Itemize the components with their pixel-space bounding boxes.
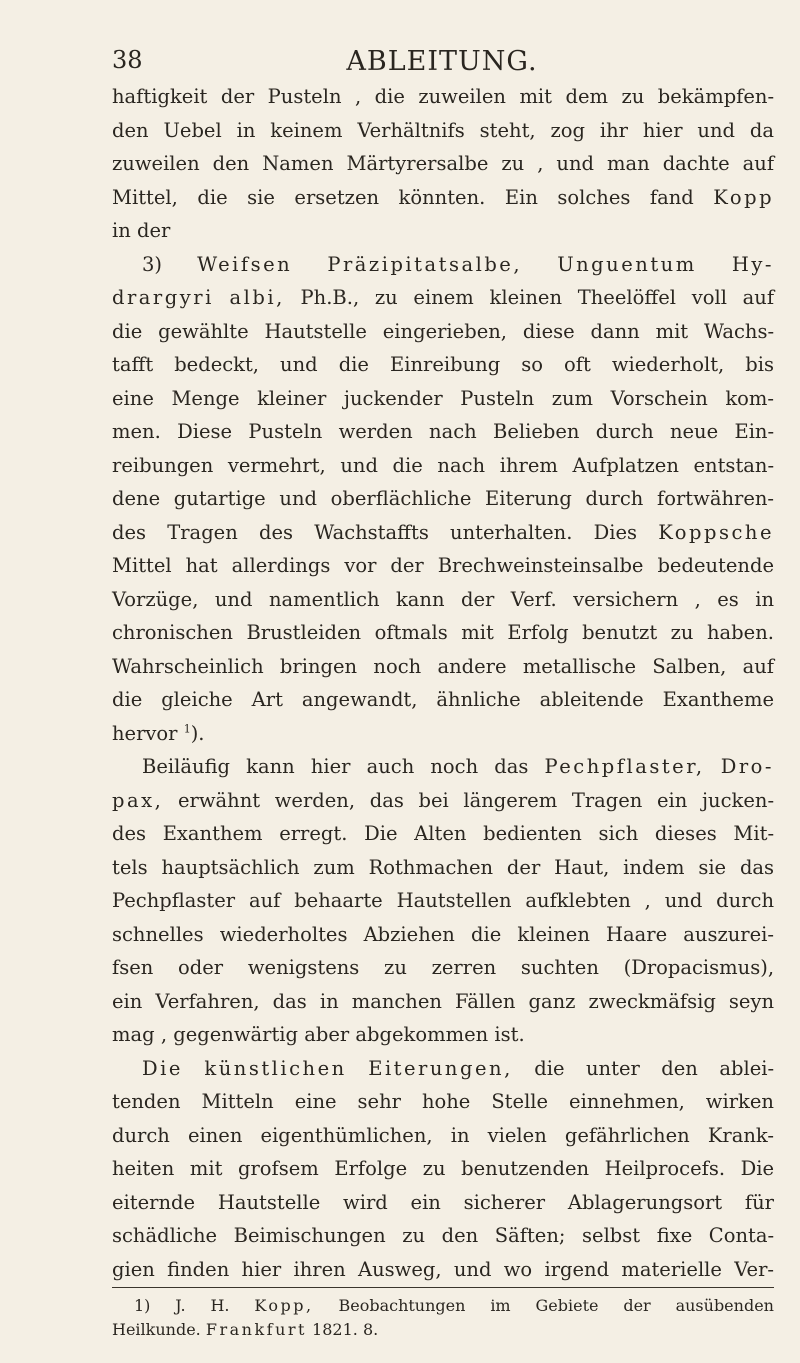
spaced-emphasis: Präzipitatsalbe, (327, 252, 523, 276)
spaced-emphasis: Kopp (713, 185, 775, 209)
spaced-emphasis: drargyri (112, 286, 214, 309)
footnote-marker: 1 (183, 722, 191, 735)
spaced-emphasis: Unguentum (557, 252, 697, 276)
spaced-emphasis: albi, (229, 286, 285, 309)
body-line: pax, erwähnt werden, das bei längerem Tragen ein jucken- (112, 788, 775, 812)
body-line: Pechpflaster auf behaarte Hautstellen aufklebten , und durch (112, 889, 774, 912)
spaced-emphasis: pax, (112, 788, 164, 812)
body-line: Vorzüge, und namentlich kann der Verf. versichern , es in (112, 587, 775, 611)
page-number: 38 (112, 46, 143, 74)
footnote-rule (112, 1287, 774, 1288)
body-line: reibungen vermehrt, und die nach ihrem Aufplatzen entstan- (112, 453, 775, 477)
body-line: in der (112, 219, 171, 242)
body-line: durch einen eigenthümlichen, in vielen gefährlichen Krank- (112, 1123, 774, 1147)
spaced-emphasis: Pechpflaster, (544, 755, 705, 778)
body-line: fsen oder wenigstens zu zerren suchten (Dropacismus), (112, 956, 775, 979)
body-line: die gewählte Hautstelle eingerieben, diese dann mit Wachs- (112, 319, 775, 343)
spaced-emphasis: Hy- (731, 252, 774, 276)
spaced-emphasis: Weifsen (197, 252, 293, 276)
footnote-line: Heilkunde. Frankfurt 1821. 8. (112, 1320, 379, 1339)
body-line: Wahrscheinlich bringen noch andere metallische Salben, auf (112, 654, 775, 678)
body-line: 3) Weifsen Präzipitatsalbe, Unguentum Hy- (142, 252, 774, 276)
body-line: heiten mit grofsem Erfolge zu benutzenden Heilprocefs. Die (112, 1157, 775, 1180)
body-line: Mittel hat allerdings vor der Brechweinsteinsalbe bedeutende (112, 554, 775, 577)
body-line: den Uebel in keinem Verhältnifs steht, zog ihr hier und da (112, 118, 774, 142)
body-line: die gleiche Art angewandt, ähnliche ableitende Exantheme (112, 688, 775, 711)
body-line: eine Menge kleiner juckender Pusteln zum Vorschein kom- (112, 386, 774, 410)
body-line: Die künstlichen Eiterungen, die unter den ablei- (142, 1056, 775, 1080)
body-line: Beiläufig kann hier auch noch das Pechpflaster, Dro- (142, 755, 774, 778)
body-line: gien finden hier ihren Ausweg, und wo irgend materielle Ver- (112, 1257, 774, 1281)
spaced-emphasis: Frankfurt (205, 1320, 307, 1339)
body-line: ein Verfahren, das in manchen Fällen ganz zweckmäfsig seyn (112, 989, 775, 1013)
body-line: zuweilen den Namen Märtyrersalbe zu , und man dachte auf (112, 152, 775, 175)
footnote-line: 1) J. H. Kopp, Beobachtungen im Gebiete der ausübenden (134, 1296, 774, 1315)
body-line: schnelles wiederholtes Abziehen die kleinen Haare auszurei- (112, 922, 774, 946)
body-line: Mittel, die sie ersetzen könnten. Ein solches fand Kopp (112, 185, 775, 209)
body-line: haftigkeit der Pusteln , die zuweilen mit dem zu bekämpfen- (112, 85, 775, 108)
body-line: mag , gegenwärtig aber abgekommen ist. (112, 1023, 525, 1046)
footnote (112, 1294, 774, 1342)
body-line: des Exanthem erregt. Die Alten bedienten sich dieses Mit- (112, 822, 775, 845)
spaced-emphasis: Dro- (720, 755, 774, 778)
body-line: hervor $^1$). (112, 721, 205, 745)
body-line: drargyri albi, Ph.B., zu einem kleinen Theelöffel voll auf (112, 286, 775, 309)
body-line: men. Diese Pusteln werden nach Belieben durch neue Ein- (112, 420, 775, 443)
spaced-emphasis: Eiterungen, (368, 1056, 513, 1080)
body-line: des Tragen des Wachstaffts unterhalten. Dies Koppsche (112, 520, 775, 544)
spaced-emphasis: Koppsche (658, 520, 775, 544)
body-line: schädliche Beimischungen zu den Säften; selbst fixe Conta- (112, 1224, 775, 1247)
spaced-emphasis: Kopp, (254, 1296, 314, 1315)
body-line: tafft bedeckt, und die Einreibung so oft wiederholt, bis (112, 353, 774, 376)
spaced-emphasis: Die (142, 1056, 183, 1080)
body-line: dene gutartige und oberflächliche Eiterung durch fortwähren- (112, 487, 775, 510)
body-line: tenden Mitteln eine sehr hohe Stelle einnehmen, wirken (112, 1090, 774, 1113)
body-line: tels hauptsächlich zum Rothmachen der Haut, indem sie das (112, 855, 775, 879)
body-line: eiternde Hautstelle wird ein sicherer Ablagerungsort für (112, 1190, 775, 1214)
body-line: chronischen Brustleiden oftmals mit Erfolg benutzt zu haben. (112, 621, 774, 644)
running-head: ABLEITUNG. (346, 46, 538, 77)
spaced-emphasis: künstlichen (204, 1056, 347, 1080)
body-text (112, 80, 774, 1286)
